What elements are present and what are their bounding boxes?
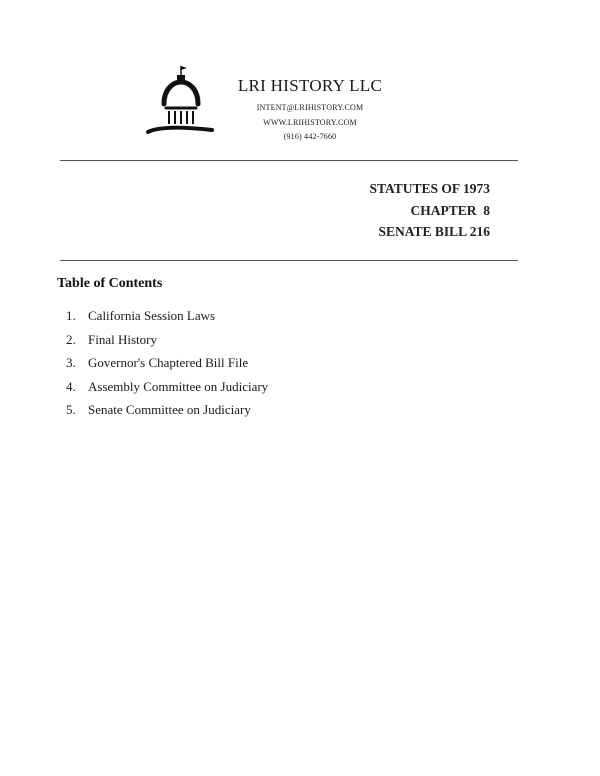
toc-item-label: Assembly Committee on Judiciary xyxy=(88,378,269,394)
toc-item-number: 2. xyxy=(66,331,76,347)
statutes-year: STATUTES OF 1973 xyxy=(369,181,490,196)
company-email: INTENT@LRIHISTORY.COM xyxy=(256,103,364,112)
toc-item xyxy=(66,377,268,401)
toc-item-number: 1. xyxy=(66,308,76,323)
toc-item xyxy=(66,400,268,424)
capitol-dome-icon xyxy=(140,60,220,140)
toc-item xyxy=(66,306,268,330)
company-phone: (916) 442-7660 xyxy=(283,132,337,141)
toc-item-label: California Session Laws xyxy=(88,308,216,323)
toc-item xyxy=(66,330,268,354)
top-divider xyxy=(60,160,518,161)
toc-item-label: Final History xyxy=(88,331,157,347)
toc-item-label: Governor's Chaptered Bill File xyxy=(88,355,249,370)
senate-bill: SENATE BILL 216 xyxy=(378,224,490,239)
company-info xyxy=(230,76,390,145)
letterhead xyxy=(140,60,440,140)
chapter-number: CHAPTER 8 xyxy=(410,202,490,218)
company-website: WWW.LRIHISTORY.COM xyxy=(263,117,357,127)
company-name: LRI HISTORY LLC xyxy=(237,76,383,95)
bottom-divider xyxy=(60,260,518,261)
toc-item-number: 4. xyxy=(66,378,76,394)
toc-list xyxy=(66,306,268,424)
toc-item-label: Senate Committee on Judiciary xyxy=(88,402,251,417)
toc-item-number: 3. xyxy=(66,355,76,370)
statute-block xyxy=(369,178,490,243)
toc-title: Table of Contents xyxy=(57,276,163,291)
toc-item-number: 5. xyxy=(66,402,76,417)
toc-item xyxy=(66,353,268,377)
